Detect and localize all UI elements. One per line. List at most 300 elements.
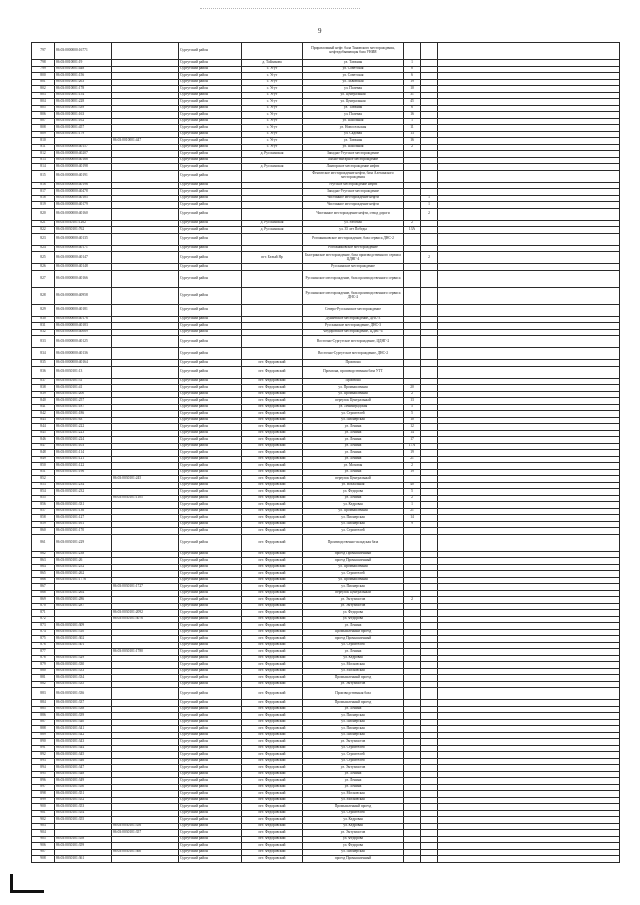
row-number-cell: 868 xyxy=(32,590,55,597)
district-cell: Сургутский район xyxy=(179,66,242,73)
house-number-cell: 2 xyxy=(404,220,421,227)
district-cell: Сургутский район xyxy=(179,668,242,675)
address-cell: ул. Центральная xyxy=(303,99,404,106)
address-cell: ул. Рабочая xyxy=(303,220,404,227)
table-row xyxy=(32,688,620,700)
settlement-cell: с. Угут xyxy=(242,112,303,119)
cadastral-number-cell: 86:03:0010001:339 xyxy=(55,105,112,112)
district-cell: Сургутский район xyxy=(179,771,242,778)
row-number-cell: 847 xyxy=(32,443,55,450)
address-cell: ул. Федорова xyxy=(303,489,404,496)
extra-cell xyxy=(421,856,438,863)
cadastral-number-cell: 86:03:0010001:162 xyxy=(55,118,112,125)
address-cell: ул. Пионерская xyxy=(303,584,404,591)
cadastral-number-cell: 86:03:0030101:359 xyxy=(55,843,112,850)
cadastral-number-cell: 86:03:0010001:178 xyxy=(55,86,112,93)
address-cell: ул. Львовская xyxy=(303,79,404,86)
house-number-cell: 5 xyxy=(404,411,421,418)
district-cell: Сургутский район xyxy=(179,138,242,145)
settlement-cell: пгт. Федоровский xyxy=(242,791,303,798)
address-cell: ул. Полевая xyxy=(303,86,404,93)
address-cell: ул. Ленина xyxy=(303,450,404,457)
cadastral-number-alt-cell: 86:03:0030101:3076 xyxy=(112,616,179,623)
address-cell: ул. Пионерская xyxy=(303,515,404,522)
district-cell: Сургутский район xyxy=(179,856,242,863)
extra-cell xyxy=(421,270,438,287)
district-cell: Сургутский район xyxy=(179,719,242,726)
cadastral-number-cell: 86:03:0030101:345 xyxy=(55,752,112,759)
row-number-cell: 817 xyxy=(32,189,55,196)
district-cell: Сургутский район xyxy=(179,681,242,688)
row-number-cell: 907 xyxy=(32,849,55,856)
row-number-cell: 892 xyxy=(32,752,55,759)
district-cell: Сургутский район xyxy=(179,616,242,623)
district-cell: Сургутский район xyxy=(179,817,242,824)
settlement-cell: пгт. Федоровский xyxy=(242,706,303,713)
settlement-cell: с. Угут xyxy=(242,131,303,138)
cadastral-number-cell: 86:03:0000000:40069 xyxy=(55,329,112,336)
scan-corner-mark xyxy=(10,890,44,893)
cadastral-number-cell: 86:03:0030101:301 xyxy=(55,642,112,649)
settlement-cell: пгт. Федоровский xyxy=(242,424,303,431)
cadastral-number-cell: 86:03:0030101:329 xyxy=(55,655,112,662)
address-cell: ул. 35 лет Победы xyxy=(303,227,404,234)
address-cell: ул. Строителей xyxy=(303,745,404,752)
cadastral-number-cell: 86:03:0030101:348 xyxy=(55,771,112,778)
cadastral-number-cell: 86:03:0030101:136 xyxy=(55,508,112,515)
cadastral-number-cell: 86:03:0000000:40157 xyxy=(55,144,112,151)
address-cell: Русскинское месторождение, база производственного сервиса xyxy=(303,270,404,287)
settlement-cell: пгт. Федоровский xyxy=(242,411,303,418)
extra-cell xyxy=(421,688,438,700)
row-number-cell: 806 xyxy=(32,112,55,119)
district-cell: Сургутский район xyxy=(179,489,242,496)
extra-cell xyxy=(421,534,438,551)
address-cell: ул. Полевая xyxy=(303,112,404,119)
address-cell: ул. Ленина xyxy=(303,623,404,630)
address-cell: Чистинное месторождение нефти, отвод дороги xyxy=(303,208,404,220)
district-cell: Сургутский район xyxy=(179,564,242,571)
house-number-cell: 14 xyxy=(404,515,421,522)
cadastral-number-alt-cell xyxy=(112,534,179,551)
house-number-cell: 19 xyxy=(404,469,421,476)
district-cell: Сургутский район xyxy=(179,456,242,463)
address-cell: Промышленный проезд xyxy=(303,804,404,811)
house-number-cell: 5 xyxy=(404,404,421,411)
address-cell: ул. Федорова xyxy=(303,843,404,850)
cadastral-number-cell: 86:03:0030101:361 xyxy=(55,856,112,863)
row-number-cell: 877 xyxy=(32,649,55,656)
row-number-cell: 821 xyxy=(32,220,55,227)
district-cell: Сургутский район xyxy=(179,758,242,765)
district-cell: Сургутский район xyxy=(179,700,242,707)
district-cell: Сургутский район xyxy=(179,713,242,720)
row-number-cell: 832 xyxy=(32,329,55,336)
address-cell: ул. Кедровая xyxy=(303,502,404,509)
cadastral-number-cell: 86:03:0000000:40147 xyxy=(55,252,112,264)
address-cell: проезд Промышленный xyxy=(303,551,404,558)
district-cell: Сургутский район xyxy=(179,195,242,202)
address-cell: Производственно-складская база xyxy=(303,534,404,551)
district-cell: Сургутский район xyxy=(179,131,242,138)
address-cell: Западно-Угутское месторождение xyxy=(303,189,404,196)
settlement-cell: пгт. Федоровский xyxy=(242,642,303,649)
settlement-cell: пгт. Федоровский xyxy=(242,636,303,643)
house-number-cell: 9 xyxy=(404,521,421,528)
row-number-cell: 850 xyxy=(32,463,55,470)
address-cell: ул. Кедровая xyxy=(303,823,404,830)
settlement-cell: пгт. Федоровский xyxy=(242,551,303,558)
row-number-cell: 801 xyxy=(32,79,55,86)
address-cell: проезд Промышленный xyxy=(303,636,404,643)
cadastral-number-cell: 86:03:0000000:40198 xyxy=(55,164,112,171)
district-cell: Сургутский район xyxy=(179,99,242,106)
row-number-cell: 842 xyxy=(32,411,55,418)
table-row xyxy=(32,233,620,245)
row-number-cell: 902 xyxy=(32,817,55,824)
settlement-cell xyxy=(242,304,303,316)
row-number-cell: 802 xyxy=(32,86,55,93)
house-number-cell: 6 xyxy=(404,73,421,80)
settlement-cell: пгт. Федоровский xyxy=(242,610,303,617)
address-cell: ул. Федорова xyxy=(303,610,404,617)
cadastral-number-cell: 86:03:0030101:121 xyxy=(55,456,112,463)
cadastral-number-cell: 86:03:0030101:343 xyxy=(55,739,112,746)
cadastral-number-alt-cell: 86:03:0010001:447 xyxy=(112,138,179,145)
row-number-cell: 859 xyxy=(32,521,55,528)
cadastral-number-cell: 86:03:0030101:331 xyxy=(55,502,112,509)
settlement-cell: д. Русскинская xyxy=(242,227,303,234)
cadastral-number-cell: 86:03:0030101:229 xyxy=(55,534,112,551)
row-number-cell: 824 xyxy=(32,245,55,252)
house-number-cell: 19 xyxy=(404,450,421,457)
district-cell: Сургутский район xyxy=(179,584,242,591)
settlement-cell: пгт. Федоровский xyxy=(242,463,303,470)
settlement-cell: пгт. Федоровский xyxy=(242,366,303,378)
address-cell: ул. Строителей xyxy=(303,411,404,418)
house-number-cell: 17 xyxy=(404,437,421,444)
district-cell: Сургутский район xyxy=(179,264,242,271)
settlement-cell: пгт. Федоровский xyxy=(242,655,303,662)
district-cell: Сургутский район xyxy=(179,745,242,752)
district-cell: Сургутский район xyxy=(179,424,242,431)
settlement-cell: с. Угут xyxy=(242,79,303,86)
row-number-cell: 884 xyxy=(32,700,55,707)
settlement-cell: с. Угут xyxy=(242,86,303,93)
row-number-cell: 852 xyxy=(32,476,55,483)
extra-cell xyxy=(421,304,438,316)
cadastral-number-cell: 86:03:0030101:222 xyxy=(55,424,112,431)
settlement-cell: пгт. Федоровский xyxy=(242,616,303,623)
cadastral-number-cell: 86:03:0000000:40136 xyxy=(55,348,112,360)
house-number-cell: 40 xyxy=(404,482,421,489)
house-number-cell: 10 xyxy=(404,86,421,93)
house-number-cell: 13А xyxy=(404,227,421,234)
district-cell: Сургутский район xyxy=(179,118,242,125)
house-number-cell xyxy=(404,233,421,245)
settlement-cell: пгт. Федоровский xyxy=(242,843,303,850)
cadastral-number-alt-cell xyxy=(112,252,179,264)
address-cell: ул. Советская xyxy=(303,73,404,80)
settlement-cell: пгт. Федоровский xyxy=(242,778,303,785)
row-number-cell: 881 xyxy=(32,675,55,682)
settlement-cell: пгт. Федоровский xyxy=(242,681,303,688)
cadastral-number-alt-cell xyxy=(112,233,179,245)
district-cell: Сургутский район xyxy=(179,476,242,483)
address-cell: ул. Строителей xyxy=(303,642,404,649)
row-number-cell: 904 xyxy=(32,830,55,837)
address-cell: ул. Энтузиастов xyxy=(303,603,404,610)
house-number-cell: 2 xyxy=(404,144,421,151)
address-cell: ул. Садовая xyxy=(303,131,404,138)
cadastral-number-cell: 86:03:0000000:40166 xyxy=(55,270,112,287)
row-number-cell: 853 xyxy=(32,482,55,489)
settlement-cell: с. Угут xyxy=(242,125,303,132)
row-number-cell: 843 xyxy=(32,417,55,424)
district-cell: Сургутский район xyxy=(179,482,242,489)
address-cell: ул. Ленина xyxy=(303,443,404,450)
extra-cell: 1 xyxy=(421,195,438,202)
address-cell: Рогожниковское месторождение xyxy=(303,245,404,252)
house-number-cell xyxy=(404,170,421,182)
address-cell: ул. Московская xyxy=(303,668,404,675)
address-cell: ул. Энтузиастов xyxy=(303,597,404,604)
cadastral-number-cell: 86:03:0030101:335 xyxy=(55,681,112,688)
district-cell: Сургутский район xyxy=(179,636,242,643)
cadastral-number-cell: 86:03:0030101:264 xyxy=(55,590,112,597)
blank-cell xyxy=(438,252,620,264)
blank-cell xyxy=(438,233,620,245)
cadastral-number-alt-cell: 86:03:0030101:356 xyxy=(112,823,179,830)
row-number-cell: 839 xyxy=(32,391,55,398)
address-cell: Промзона xyxy=(303,378,404,385)
row-number-cell: 874 xyxy=(32,629,55,636)
address-cell: ул. Строителей xyxy=(303,528,404,535)
cadastral-number-cell: 86:03:0030101:187 xyxy=(55,404,112,411)
cadastral-number-alt-cell xyxy=(112,43,179,60)
district-cell: Сургутский район xyxy=(179,430,242,437)
cadastral-number-cell: 86:03:0030101:257 xyxy=(55,398,112,405)
settlement-cell: пгт. Федоровский xyxy=(242,404,303,411)
cadastral-number-cell: 86:03:0030101:351 xyxy=(55,791,112,798)
row-number-cell: 804 xyxy=(32,99,55,106)
settlement-cell: пгт. Федоровский xyxy=(242,745,303,752)
house-number-cell: 16 xyxy=(404,112,421,119)
address-cell: переулок Центральный xyxy=(303,476,404,483)
settlement-cell: пгт. Федоровский xyxy=(242,713,303,720)
settlement-cell: пгт. Федоровский xyxy=(242,495,303,502)
extra-cell xyxy=(421,43,438,60)
row-number-cell: 834 xyxy=(32,348,55,360)
row-number-cell: 893 xyxy=(32,758,55,765)
address-cell: ул. Ленина xyxy=(303,456,404,463)
district-cell: Сургутский район xyxy=(179,417,242,424)
extra-cell: 2 xyxy=(421,208,438,220)
house-number-cell: 2 xyxy=(404,597,421,604)
address-cell: Угутское месторождение нефти xyxy=(303,182,404,189)
cadastral-number-alt-cell xyxy=(112,304,179,316)
district-cell: Сургутский район xyxy=(179,450,242,457)
settlement-cell: пгт. Федоровский xyxy=(242,649,303,656)
house-number-cell: 13 xyxy=(404,398,421,405)
settlement-cell: пгт. Федоровский xyxy=(242,584,303,591)
cadastral-number-alt-cell: 86:03:0030101:2092 xyxy=(112,610,179,617)
address-cell: Восточно-Сургутское месторождение, ДНС-2 xyxy=(303,348,404,360)
house-number-cell: 21 xyxy=(404,508,421,515)
settlement-cell: пгт. Федоровский xyxy=(242,752,303,759)
district-cell: Сургутский район xyxy=(179,610,242,617)
settlement-cell xyxy=(242,348,303,360)
row-number-cell: 861 xyxy=(32,534,55,551)
district-cell: Сургутский район xyxy=(179,765,242,772)
cadastral-number-alt-cell xyxy=(112,287,179,304)
address-cell: ул. Таежная xyxy=(303,60,404,67)
cadastral-number-cell: 86:03:0030101:234 xyxy=(55,482,112,489)
settlement-cell xyxy=(242,170,303,182)
house-number-cell: 1 xyxy=(404,60,421,67)
row-number-cell: 879 xyxy=(32,662,55,669)
cadastral-number-cell: 86:03:0030101:63 xyxy=(55,417,112,424)
district-cell: Сургутский район xyxy=(179,463,242,470)
cadastral-number-alt-cell: 86:03:0030101:1780 xyxy=(112,649,179,656)
address-cell: ул. Пионерская xyxy=(303,719,404,726)
row-number-cell: 816 xyxy=(32,182,55,189)
row-number-cell: 897 xyxy=(32,784,55,791)
address-cell: Фенгатское месторождение нефти, база Алехинского месторождения xyxy=(303,170,404,182)
cadastral-number-cell: 86:03:0010001:163 xyxy=(55,112,112,119)
settlement-cell: пгт. Федоровский xyxy=(242,534,303,551)
address-cell: Промышленный проезд xyxy=(303,700,404,707)
district-cell: Сургутский район xyxy=(179,404,242,411)
house-number-cell: 2 xyxy=(404,463,421,470)
address-cell: ул. Ленина xyxy=(303,771,404,778)
district-cell: Сургутский район xyxy=(179,170,242,182)
settlement-cell xyxy=(242,43,303,60)
house-number-cell: 1 xyxy=(404,118,421,125)
district-cell: Сургутский район xyxy=(179,125,242,132)
district-cell: Сургутский район xyxy=(179,73,242,80)
address-cell: проезд Промышленный xyxy=(303,856,404,863)
cadastral-number-alt-cell xyxy=(112,688,179,700)
district-cell: Сургутский район xyxy=(179,60,242,67)
district-cell: Сургутский район xyxy=(179,270,242,287)
district-cell: Сургутский район xyxy=(179,411,242,418)
row-number-cell: 830 xyxy=(32,316,55,323)
settlement-cell: пгт. Федоровский xyxy=(242,571,303,578)
row-number-cell: 860 xyxy=(32,528,55,535)
cadastral-number-alt-cell xyxy=(112,208,179,220)
cadastral-number-cell: 86:03:0030101:26 xyxy=(55,558,112,565)
table-row xyxy=(32,170,620,182)
row-number-cell: 819 xyxy=(32,202,55,209)
address-cell: ул. Промышленная xyxy=(303,385,404,392)
district-cell: Сургутский район xyxy=(179,336,242,348)
address-cell: ул. Ленина xyxy=(303,495,404,502)
cadastral-number-alt-cell xyxy=(112,856,179,863)
row-number-cell: 841 xyxy=(32,404,55,411)
address-cell: ул. Вокзальная xyxy=(303,482,404,489)
row-number-cell: 890 xyxy=(32,739,55,746)
table-row xyxy=(32,270,620,287)
blank-cell xyxy=(438,856,620,863)
address-cell: ул. Промышленная xyxy=(303,564,404,571)
row-number-cell: 825 xyxy=(32,252,55,264)
district-cell: Сургутский район xyxy=(179,79,242,86)
row-number-cell: 871 xyxy=(32,610,55,617)
district-cell: Сургутский район xyxy=(179,577,242,584)
house-number-cell: 2 xyxy=(404,391,421,398)
cadastral-number-cell: 86:03:0000000:40164 xyxy=(55,360,112,367)
settlement-cell: пгт. Федоровский xyxy=(242,450,303,457)
row-number-cell: 838 xyxy=(32,385,55,392)
address-cell: ул. Пионерская xyxy=(303,849,404,856)
house-number-cell xyxy=(404,336,421,348)
cadastral-number-cell: 86:03:0010001:156 xyxy=(55,73,112,80)
settlement-cell: пгт. Федоровский xyxy=(242,482,303,489)
cadastral-number-cell: 86:03:0010001:228 xyxy=(55,99,112,106)
row-number-cell: 906 xyxy=(32,843,55,850)
address-cell: Производственная база xyxy=(303,688,404,700)
settlement-cell: с. Угут xyxy=(242,144,303,151)
settlement-cell: с. Угут xyxy=(242,99,303,106)
settlement-cell: пгт. Федоровский xyxy=(242,758,303,765)
row-number-cell: 864 xyxy=(32,564,55,571)
row-number-cell: 876 xyxy=(32,642,55,649)
house-number-cell: 21 xyxy=(404,456,421,463)
cadastral-number-cell: 86:03:0030101:358 xyxy=(55,836,112,843)
house-number-cell xyxy=(404,348,421,360)
settlement-cell: пгт. Федоровский xyxy=(242,443,303,450)
cadastral-number-cell: 86:03:0030101:337 xyxy=(55,700,112,707)
district-cell: Сургутский район xyxy=(179,642,242,649)
settlement-cell: пгт. Федоровский xyxy=(242,398,303,405)
row-number-cell: 803 xyxy=(32,92,55,99)
cadastral-number-cell: 86:03:0030101:762 xyxy=(55,227,112,234)
address-cell: ул. Пионерская xyxy=(303,713,404,720)
address-cell: ул. Энтузиастов xyxy=(303,830,404,837)
row-number-cell: 854 xyxy=(32,489,55,496)
district-cell: Сургутский район xyxy=(179,804,242,811)
row-number-cell: 896 xyxy=(32,778,55,785)
cadastral-number-cell: 86:03:0030101:344 xyxy=(55,745,112,752)
settlement-cell: пгт. Федоровский xyxy=(242,765,303,772)
address-cell: ул. Пионерская xyxy=(303,521,404,528)
settlement-cell: пгт. Федоровский xyxy=(242,719,303,726)
address-cell: ул. Строителей xyxy=(303,571,404,578)
settlement-cell: пгт. Федоровский xyxy=(242,597,303,604)
cadastral-number-cell: 86:03:0030101:232 xyxy=(55,489,112,496)
address-cell: ул. Школьная xyxy=(303,144,404,151)
address-cell: ул. Школьная xyxy=(303,118,404,125)
address-cell: Западно-Угутское месторождение xyxy=(303,151,404,158)
row-number-cell: 835 xyxy=(32,360,55,367)
row-number-cell: 863 xyxy=(32,558,55,565)
cadastral-number-cell: 86:03:0030101:338 xyxy=(55,706,112,713)
row-number-cell: 901 xyxy=(32,810,55,817)
cadastral-number-cell: 86:03:0030101:341 xyxy=(55,726,112,733)
row-number-cell: 894 xyxy=(32,765,55,772)
cadastral-number-alt-cell xyxy=(112,170,179,182)
extra-cell xyxy=(421,336,438,348)
district-cell: Сургутский район xyxy=(179,208,242,220)
cadastral-number-cell: 86:03:0030101:353 xyxy=(55,804,112,811)
settlement-cell: пгт. Белый Яр xyxy=(242,252,303,264)
district-cell: Сургутский район xyxy=(179,836,242,843)
row-number-cell: 873 xyxy=(32,623,55,630)
house-number-cell xyxy=(404,208,421,220)
row-number-cell: 900 xyxy=(32,804,55,811)
house-number-cell xyxy=(404,688,421,700)
